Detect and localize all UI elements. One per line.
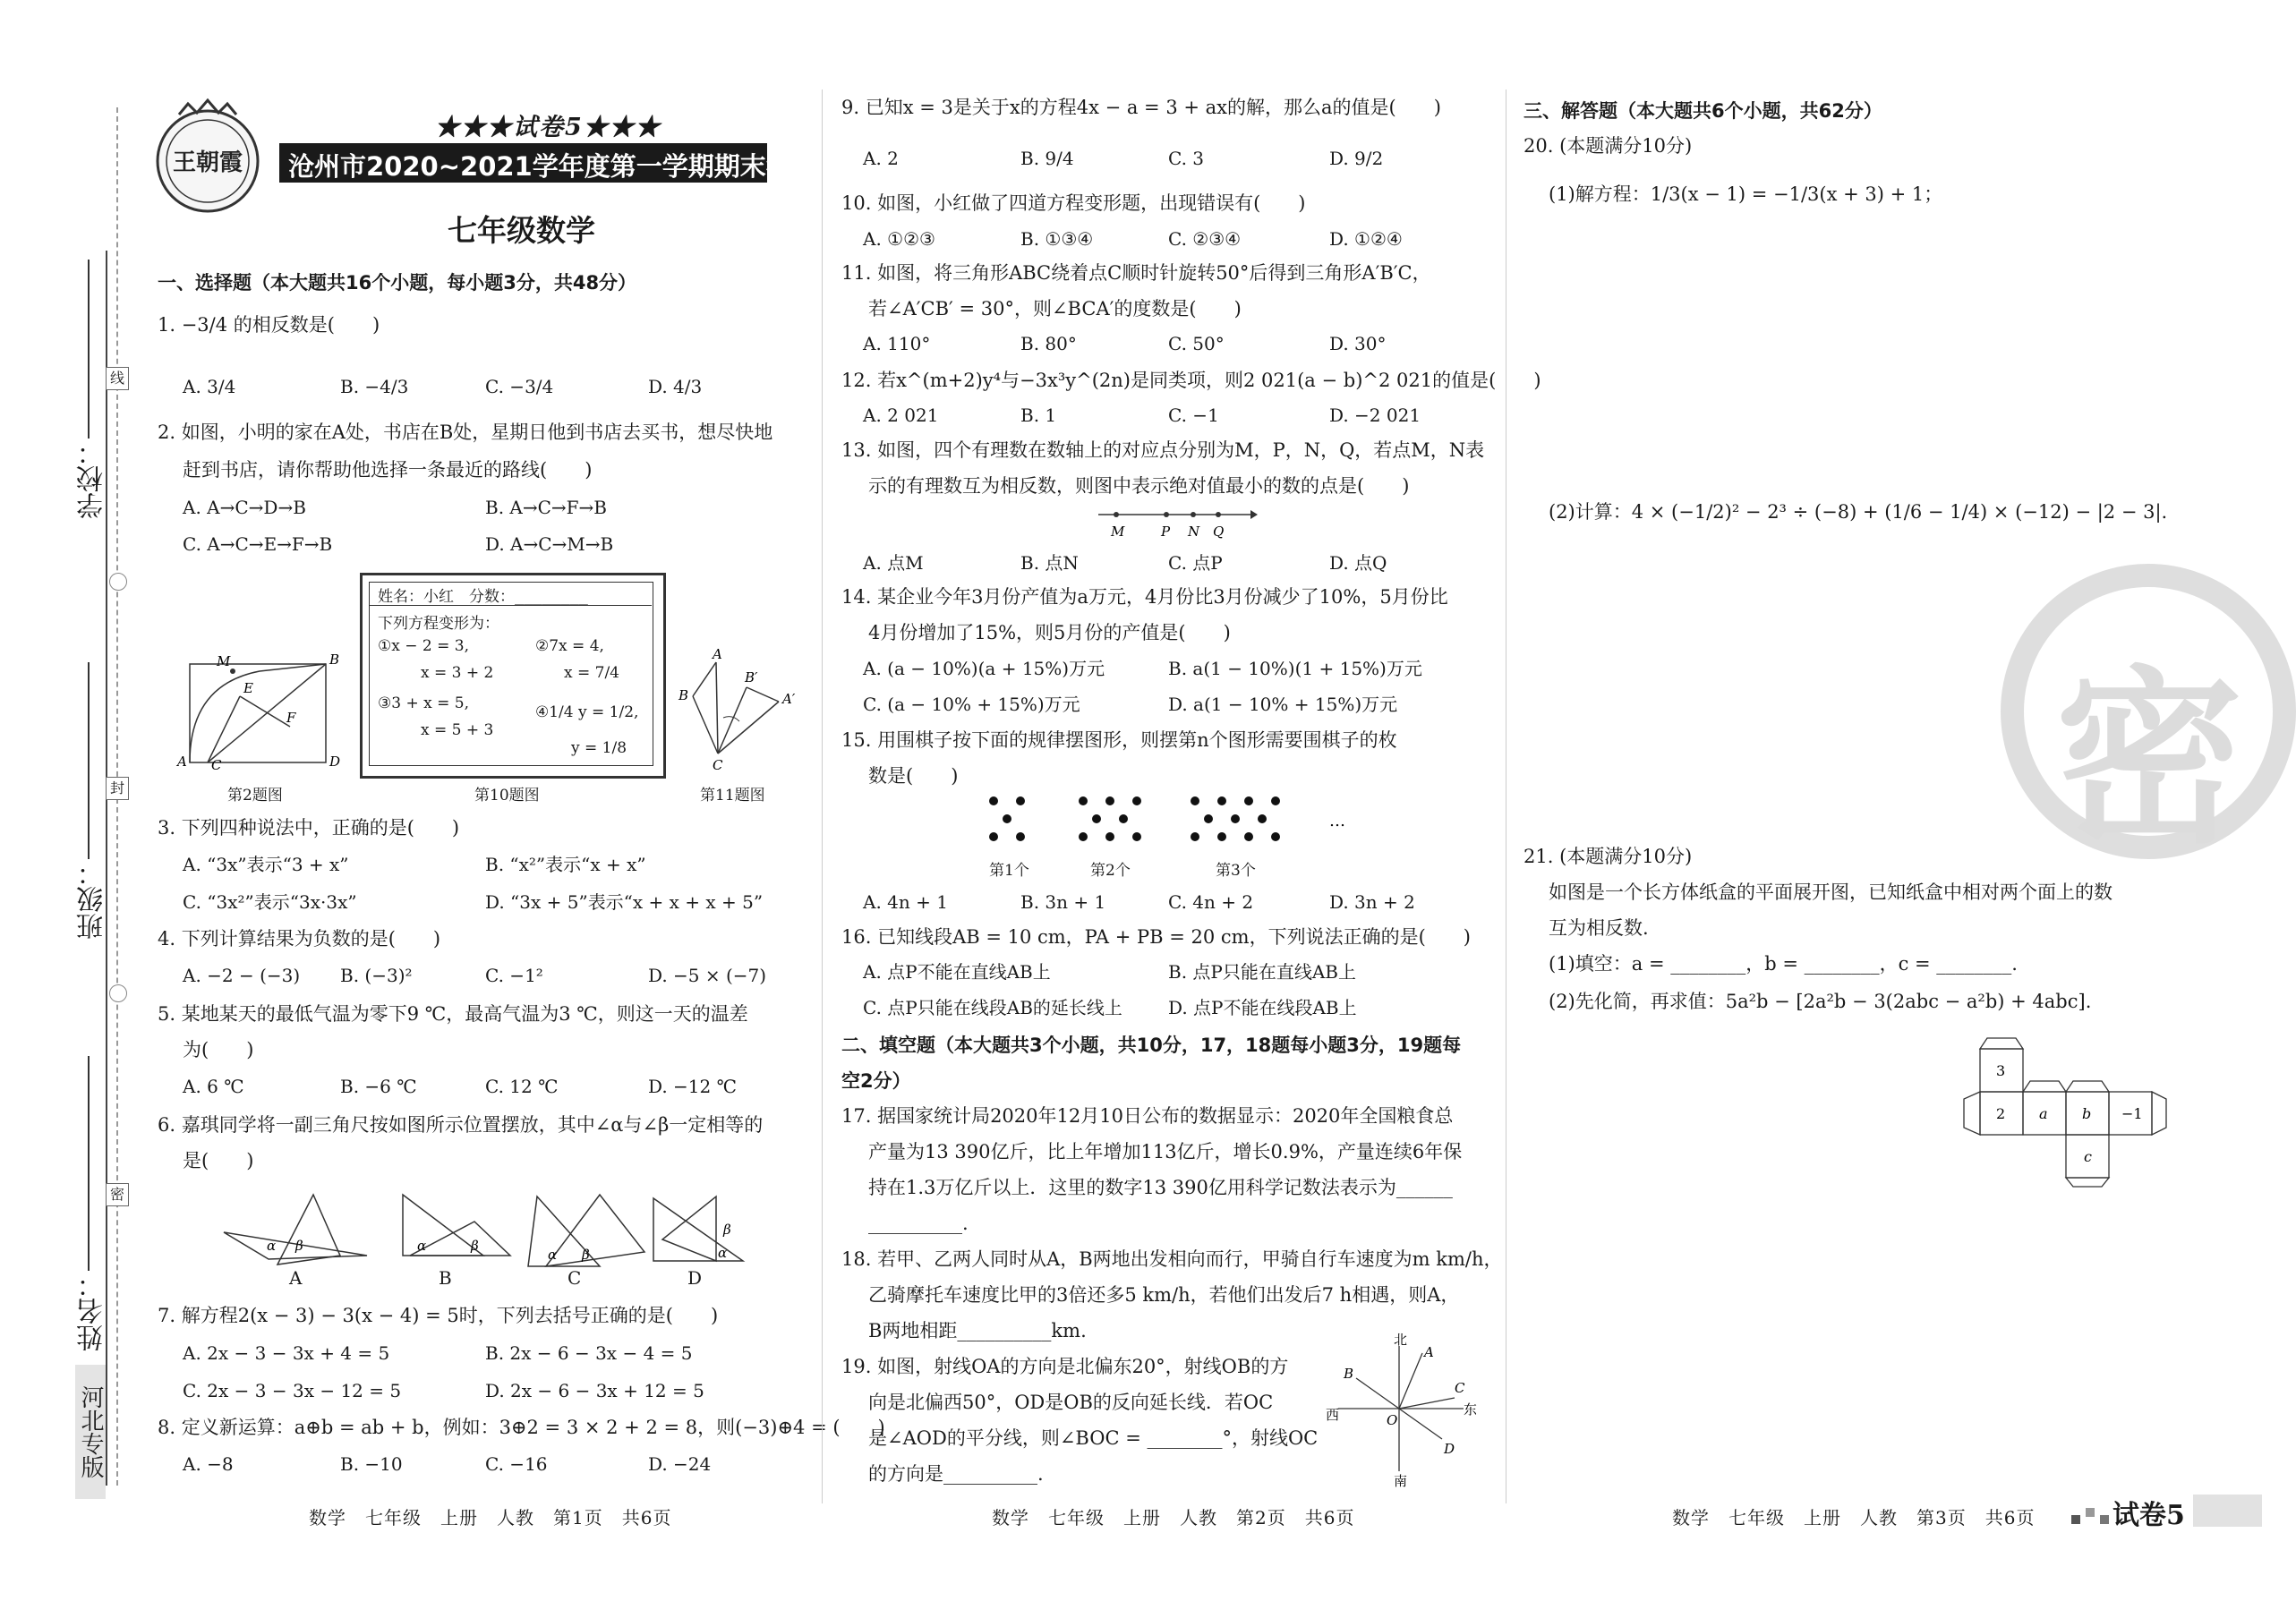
question-21-line-2: 互为相反数.	[1549, 917, 1649, 939]
q3-option-d: D. “3x + 5”表示“x + x + x + 5”	[485, 891, 764, 913]
question-21-part-1[interactable]: (1)填空：a = ________，b = ________，c = ________.	[1549, 953, 2018, 975]
q11-option-a: A. 110°	[863, 333, 931, 354]
exam-title: 沧州市2020~2021学年度第一学期期末考试试卷	[288, 151, 870, 182]
svg-text:α: α	[417, 1238, 427, 1254]
question-5-stem-2: 为( )	[183, 1039, 254, 1060]
net-cell-top: 3	[1996, 1062, 2006, 1079]
q1-option-b: B. −4/3	[340, 376, 409, 397]
q5-option-d: D. −12 ℃	[648, 1076, 737, 1097]
seal-mark: 封	[106, 777, 129, 800]
q12-option-b: B. 1	[1020, 405, 1057, 426]
q6-label-c: C	[568, 1267, 582, 1289]
svg-text:M: M	[217, 653, 231, 669]
question-6-stem-2: 是( )	[183, 1150, 254, 1171]
question-17-line-2: 产量为13 390亿斤，比上年增加113亿斤，增长0.9%，产量连续6年保	[868, 1141, 1463, 1162]
net-cell-a: a	[2039, 1105, 2048, 1122]
q7-option-b: B. 2x − 6 − 3x − 4 = 5	[485, 1342, 693, 1364]
edition-badge: 河北专版	[75, 1365, 106, 1499]
q4-option-a: A. −2 − (−3)	[183, 965, 301, 986]
q16-option-a: A. 点P不能在直线AB上	[863, 961, 1051, 983]
q8-option-c: C. −16	[485, 1453, 548, 1475]
q16-option-b: B. 点P只能在直线AB上	[1168, 961, 1357, 983]
q7-option-a: A. 2x − 3 − 3x + 4 = 5	[183, 1342, 390, 1364]
q7-option-d: D. 2x − 6 − 3x + 12 = 5	[485, 1380, 704, 1401]
question-20-part-1: (1)解方程：1/3(x − 1) = −1/3(x + 3) + 1；	[1549, 183, 1943, 205]
q4-option-b: B. (−3)²	[340, 965, 413, 986]
footer-page-2: 数学 七年级 上册 人教 第2页 共6页	[992, 1507, 1355, 1529]
figure-2-caption: 第2题图	[227, 787, 283, 805]
origin-o-label: O	[1387, 1412, 1398, 1428]
q10-option-b: B. ①③④	[1020, 228, 1094, 250]
name-field[interactable]	[88, 1056, 90, 1271]
q13-option-b: B. 点N	[1020, 552, 1079, 574]
q14-option-b: B. a(1 − 10%)(1 + 15%)万元	[1168, 658, 1422, 679]
q12-option-c: C. −1	[1168, 405, 1219, 426]
figure-15-go-stones	[985, 792, 1361, 855]
logo-text: 王朝霞	[172, 149, 243, 176]
q4-option-c: C. −1²	[485, 965, 543, 986]
q5-option-b: B. −6 ℃	[340, 1076, 417, 1097]
svg-text:A: A	[713, 646, 722, 662]
answer-area-20-2[interactable]	[1549, 541, 1996, 828]
q15-figure-2-caption: 第2个	[1090, 862, 1131, 880]
west-label: 西	[1326, 1407, 1340, 1423]
tag-square-icon	[2071, 1515, 2080, 1524]
question-2-stem-2: 赶到书店，请你帮助他选择一条最近的路线( )	[183, 459, 593, 481]
svg-text:β: β	[295, 1238, 303, 1254]
svg-text:α: α	[548, 1247, 558, 1263]
q9-option-b: B. 9/4	[1020, 148, 1074, 169]
svg-text:B′: B′	[745, 669, 758, 686]
fig10-eq1-a: ①x − 2 = 3,	[378, 637, 469, 655]
svg-text:E: E	[243, 680, 253, 696]
column-divider	[822, 89, 823, 1503]
q2-option-a: A. A→C→D→B	[183, 497, 306, 518]
question-5-stem: 5. 某地某天的最低气温为零下9 ℃，最高气温为3 ℃，则这一天的温差	[158, 1003, 748, 1025]
figure-13-number-line	[1097, 506, 1258, 541]
net-cell-b: b	[2082, 1105, 2092, 1122]
fig10-eq4-a: ④1/4 y = 1/2,	[535, 703, 639, 721]
q11-option-d: D. 30°	[1329, 333, 1387, 354]
net-cell-c: c	[2084, 1148, 2092, 1165]
svg-text:C: C	[713, 757, 723, 773]
q11-option-b: B. 80°	[1020, 333, 1077, 354]
fig10-eq2-b: x = 7/4	[564, 664, 619, 682]
q1-option-d: D. 4/3	[648, 376, 703, 397]
q16-option-c: C. 点P只能在线段AB的延长线上	[863, 997, 1122, 1018]
question-21-title: 21. (本题满分10分)	[1524, 846, 1693, 867]
q5-option-a: A. 6 ℃	[183, 1076, 244, 1097]
svg-text:B: B	[679, 687, 689, 703]
footer-page-3: 数学 七年级 上册 人教 第3页 共6页	[1672, 1507, 2036, 1529]
fig10-eq2-a: ②7x = 4,	[535, 637, 604, 655]
question-14-stem-2: 4月份增加了15%，则5月份的产值是( )	[868, 622, 1231, 643]
point-m-label: M	[1111, 524, 1125, 540]
svg-text:β: β	[723, 1222, 731, 1238]
question-21-line-1: 如图是一个长方体纸盒的平面展开图，已知纸盒中相对两个面上的数	[1549, 881, 2112, 903]
question-17-line-1: 17. 据国家统计局2020年12月10日公布的数据显示：2020年全国粮食总	[841, 1105, 1454, 1127]
question-10-stem: 10. 如图，小红做了四道方程变形题，出现错误有( )	[841, 192, 1306, 214]
svg-text:α: α	[267, 1238, 277, 1254]
fig10-eq1-b: x = 3 + 2	[421, 664, 494, 682]
point-n-label: N	[1188, 524, 1200, 540]
q9-option-c: C. 3	[1168, 148, 1205, 169]
ray-a-label: A	[1424, 1344, 1434, 1360]
figure-21-box-net	[1951, 1029, 2202, 1186]
question-17-line-4[interactable]: __________.	[868, 1213, 969, 1234]
binding-hole-icon	[109, 573, 127, 591]
q15-option-a: A. 4n + 1	[863, 891, 948, 913]
question-8-stem: 8. 定义新运算：a⊕b = ab + b，例如：3⊕2 = 3 × 2 + 2 = 8，则(−3)⊕4 = ( )	[158, 1417, 885, 1438]
question-19-line-4[interactable]: 的方向是__________.	[868, 1463, 1044, 1485]
q9-option-d: D. 9/2	[1329, 148, 1384, 169]
seal-watermark: 密	[2055, 650, 2244, 869]
question-15-stem: 15. 用围棋子按下面的规律摆图形，则摆第n个图形需要围棋子的枚	[841, 729, 1397, 751]
q15-option-d: D. 3n + 2	[1329, 891, 1415, 913]
figure-11-caption: 第11题图	[700, 787, 765, 805]
dense-mark: 密	[106, 1183, 129, 1206]
question-15-stem-2: 数是( )	[868, 765, 959, 787]
q3-option-c: C. “3x²”表示“3x·3x”	[183, 891, 357, 913]
q13-option-a: A. 点M	[863, 552, 924, 574]
figure-11	[673, 644, 807, 773]
question-18-line-1: 18. 若甲、乙两人同时从A，B两地出发相向而行，甲骑自行车速度为m km/h，	[841, 1248, 1503, 1270]
tag-square-icon	[2100, 1515, 2109, 1524]
q3-option-b: B. “x²”表示“x + x”	[485, 854, 646, 875]
q6-label-d: D	[687, 1267, 703, 1289]
question-13-stem-2: 示的有理数互为相反数，则图中表示绝对值最小的数的点是( )	[868, 475, 1410, 497]
q15-figure-1-caption: 第1个	[989, 862, 1029, 880]
question-12-stem: 12. 若x^(m+2)y⁴与−3x³y^(2n)是同类项，则2 021(a − b)^2 021的值是( )	[841, 370, 1541, 391]
class-field[interactable]	[88, 662, 90, 859]
question-18-line-2: 乙骑摩托车速度比甲的3倍还多5 km/h，若他们出发后7 h相遇，则A，	[868, 1284, 1460, 1306]
question-11-stem: 11. 如图，将三角形ABC绕着点C顺时针旋转50°后得到三角形A′B′C，	[841, 262, 1431, 284]
question-19-line-1: 19. 如图，射线OA的方向是北偏东20°，射线OB的方	[841, 1356, 1289, 1377]
q1-option-c: C. −3/4	[485, 376, 554, 397]
q10-option-c: C. ②③④	[1168, 228, 1242, 250]
question-7-stem: 7. 解方程2(x − 3) − 3(x − 4) = 5时，下列去括号正确的是( )	[158, 1305, 719, 1326]
q8-option-d: D. −24	[648, 1453, 712, 1475]
net-cell-left: 2	[1996, 1105, 2006, 1122]
question-1-stem: 1. −3/4 的相反数是( )	[158, 314, 380, 336]
brand-logo	[152, 97, 277, 222]
q5-option-c: C. 12 ℃	[485, 1076, 559, 1097]
svg-text:C: C	[211, 757, 222, 773]
q7-option-c: C. 2x − 3 − 3x − 12 = 5	[183, 1380, 402, 1401]
svg-text:A′: A′	[782, 691, 796, 707]
answer-area-21[interactable]	[1549, 1199, 2175, 1486]
question-19-line-2: 向是北偏西50°，OD是OB的反向延长线．若OC	[868, 1392, 1274, 1413]
q2-option-c: C. A→C→E→F→B	[183, 533, 333, 555]
line-mark: 线	[106, 367, 129, 390]
question-14-stem: 14. 某企业今年3月份产值为a万元，4月份比3月份减少了10%，5月份比	[841, 586, 1448, 608]
question-13-stem: 13. 如图，四个有理数在数轴上的对应点分别为M，P，N，Q，若点M，N表	[841, 439, 1485, 461]
south-label: 南	[1394, 1473, 1408, 1489]
svg-text:B: B	[329, 651, 340, 668]
point-p-label: P	[1161, 524, 1171, 540]
binding-hole-icon	[109, 984, 127, 1002]
fig10-intro: 下列方程变形为：	[378, 615, 499, 633]
q8-option-b: B. −10	[340, 1453, 403, 1475]
q12-option-d: D. −2 021	[1329, 405, 1421, 426]
q14-option-d: D. a(1 − 10% + 15%)万元	[1168, 694, 1398, 715]
question-2-stem: 2. 如图，小明的家在A处，书店在B处，星期日他到书店去买书，想尽快地	[158, 422, 773, 443]
question-6-stem: 6. 嘉琪同学将一副三角尺按如图所示位置摆放，其中∠α与∠β一定相等的	[158, 1114, 764, 1136]
school-label: 学校：	[77, 439, 108, 519]
net-cell-right: −1	[2121, 1105, 2143, 1122]
section3-title: 三、解答题（本大题共6个小题，共62分）	[1524, 100, 1882, 122]
q6-label-a: A	[289, 1267, 303, 1289]
q8-option-a: A. −8	[183, 1453, 234, 1475]
class-label: 班级：	[77, 859, 108, 940]
question-18-line-3[interactable]: B两地相距__________km.	[868, 1320, 1087, 1341]
q13-option-c: C. 点P	[1168, 552, 1223, 574]
fig10-eq4-b: y = 1/8	[571, 739, 627, 757]
fig10-name-line: 姓名：小红 分数：________	[378, 588, 588, 606]
q14-option-c: C. (a − 10% + 15%)万元	[863, 694, 1080, 715]
question-17-line-3[interactable]: 持在1.3万亿斤以上．这里的数字13 390亿用科学记数法表示为______	[868, 1177, 1453, 1198]
question-16-stem: 16. 已知线段AB = 10 cm，PA + PB = 20 cm，下列说法正确的是( )	[841, 926, 1471, 948]
question-19-line-3[interactable]: 是∠AOD的平分线，则∠BOC = ________°，射线OC	[868, 1427, 1319, 1449]
q15-figure-3-caption: 第3个	[1216, 862, 1256, 880]
svg-text:β: β	[471, 1238, 479, 1254]
svg-text:D: D	[329, 754, 341, 770]
q14-option-a: A. (a − 10%)(a + 15%)万元	[863, 658, 1105, 679]
q13-option-d: D. 点Q	[1329, 552, 1387, 574]
q10-option-d: D. ①②④	[1329, 228, 1403, 250]
ray-b-label: B	[1344, 1366, 1354, 1382]
q6-label-b: B	[439, 1267, 452, 1289]
paper-tag-bar	[2193, 1495, 2262, 1527]
north-label: 北	[1394, 1332, 1408, 1348]
point-q-label: Q	[1213, 524, 1225, 540]
q1-option-a: A. 3/4	[183, 376, 236, 397]
question-4-stem: 4. 下列计算结果为负数的是( )	[158, 928, 441, 950]
fig10-eq3-b: x = 5 + 3	[421, 721, 494, 739]
subject-title: 七年级数学	[448, 213, 595, 248]
q12-option-a: A. 2 021	[863, 405, 939, 426]
ray-d-label: D	[1444, 1441, 1455, 1457]
svg-text:F: F	[286, 710, 296, 726]
figure-10-caption: 第10题图	[474, 787, 540, 805]
continuation-dots: …	[1329, 812, 1345, 830]
q11-option-c: C. 50°	[1168, 333, 1225, 354]
question-9-stem: 9. 已知x = 3是关于x的方程4x − a = 3 + ax的解，那么a的值是( )	[841, 97, 1441, 118]
figure-19-compass	[1326, 1332, 1481, 1489]
fig10-eq3-a: ③3 + x = 5,	[378, 694, 469, 712]
svg-text:α: α	[718, 1245, 728, 1261]
section2-title-2: 空2分）	[841, 1070, 911, 1092]
q16-option-d: D. 点P不能在线段AB上	[1168, 997, 1357, 1018]
paper-tag: 试卷5	[2112, 1500, 2185, 1531]
answer-area-20-1[interactable]	[1549, 224, 1889, 483]
q15-option-b: B. 3n + 1	[1020, 891, 1106, 913]
figure-6-triangles	[215, 1186, 806, 1293]
school-field[interactable]	[88, 260, 90, 439]
q2-option-d: D. A→C→M→B	[485, 533, 614, 555]
q4-option-d: D. −5 × (−7)	[648, 965, 767, 986]
section1-title: 一、选择题（本大题共16个小题，每小题3分，共48分）	[158, 272, 637, 294]
tag-square-icon	[2086, 1508, 2095, 1517]
ray-c-label: C	[1455, 1380, 1465, 1396]
q15-option-c: C. 4n + 2	[1168, 891, 1254, 913]
figure-2	[170, 644, 349, 773]
question-3-stem: 3. 下列四种说法中，正确的是( )	[158, 817, 460, 839]
question-21-part-2: (2)先化简，再求值：5a²b − [2a²b − 3(2abc − a²b) + 4abc].	[1549, 991, 2092, 1012]
q9-option-a: A. 2	[863, 148, 899, 169]
section2-title: 二、填空题（本大题共3个小题，共10分，17，18题每小题3分，19题每	[841, 1035, 1462, 1056]
name-label: 姓名：	[77, 1271, 108, 1351]
question-20-title: 20. (本题满分10分)	[1524, 135, 1693, 157]
footer-page-1: 数学 七年级 上册 人教 第1页 共6页	[309, 1507, 672, 1529]
q3-option-a: A. “3x”表示“3 + x”	[183, 854, 349, 875]
paper-number: ★★★试卷5★★★	[435, 114, 661, 141]
question-11-stem-2: 若∠A′CB′ = 30°，则∠BCA′的度数是( )	[868, 298, 1242, 319]
q2-option-b: B. A→C→F→B	[485, 497, 608, 518]
svg-text:A: A	[177, 754, 187, 770]
east-label: 东	[1464, 1401, 1478, 1418]
q10-option-a: A. ①②③	[863, 228, 935, 250]
question-20-part-2: (2)计算：4 × (−1/2)² − 2³ ÷ (−8) + (1/6 − 1/4) × (−12) − |2 − 3|.	[1549, 501, 2168, 523]
svg-text:β: β	[582, 1247, 590, 1263]
